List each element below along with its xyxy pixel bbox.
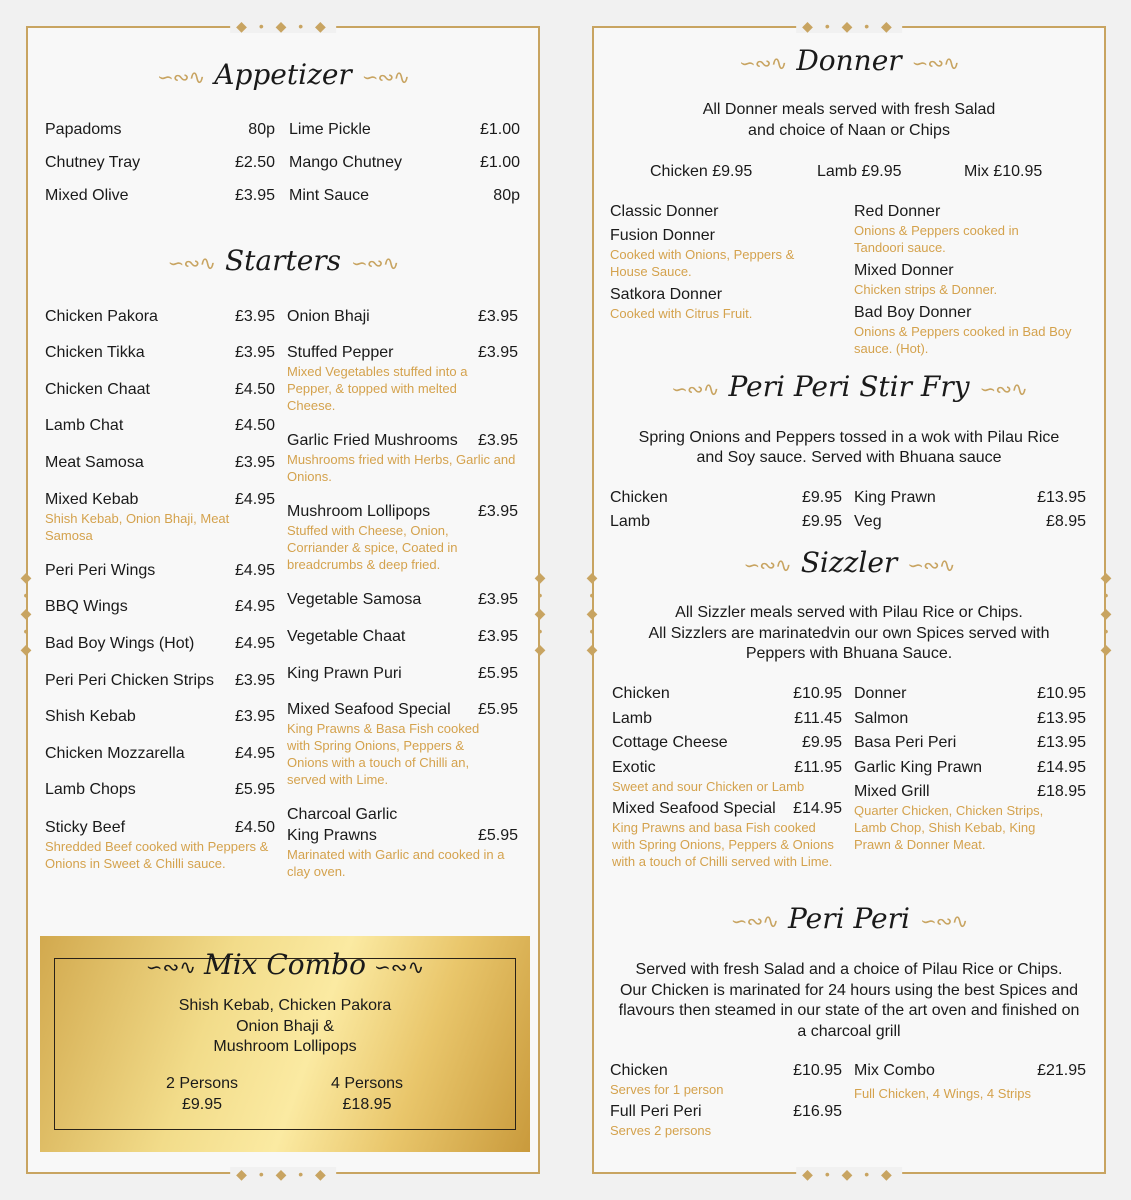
side-ornament-right: ◆ • ◆ • ◆ xyxy=(534,569,546,657)
mix-combo-banner xyxy=(40,936,530,1152)
side-ornament-left: ◆ • ◆ • ◆ xyxy=(20,569,32,657)
flourish-icon: ∽∾∿ xyxy=(743,552,791,577)
combo-line: Onion Bhaji & xyxy=(236,1018,334,1035)
side-ornament-left: ◆ • ◆ • ◆ xyxy=(586,569,598,657)
combo-option-label: 2 Persons xyxy=(165,1075,239,1092)
side-ornament-right: ◆ • ◆ • ◆ xyxy=(1100,569,1112,657)
stir-fry-intro: Spring Onions and Peppers tossed in a wok with Pilau Rice xyxy=(638,429,1060,446)
donner-intro: All Donner meals served with fresh Salad xyxy=(702,101,996,118)
flourish-icon: ∽∾∿ xyxy=(907,552,955,577)
flourish-icon: ∽∾∿ xyxy=(167,250,215,275)
combo-line: Mushroom Lollipops xyxy=(213,1038,357,1055)
sizzler-intro: Peppers with Bhuana Sauce. xyxy=(745,645,953,662)
right-menu-panel: ◆ • ◆ • ◆ ◆ • ◆ • ◆ ◆ • ◆ • ◆ ◆ • ◆ • ◆ ∽∾∿ Donner ∽∾∿ All Donner meals served with fresh Salad and choice of Naan or Chips Chicken £9.95 Lamb £9.95 Mix £10.95 Classic Donner Fusion Donner Cooked with Onions, Peppers & House Sauce. Satkora Donner Cooked with Citrus Fruit. Red Donner Onions & Peppers cooked in Tandoori sauce. Mixed Donner Chicken strips & Donner. Bad Boy Donner Onions & Peppers cooked in Bad Boy sauce. (Hot). ∽∾∿ Peri Peri Stir Fry ∽∾∿ Spring Onions and Peppers tossed in a wok with Pilau Rice and Soy sauce. Served with Bhuana sauce Chicken £9.95 Lamb £9.95 King Prawn £13.95 Veg £8.95 ∽∾∿ Sizzler ∽∾∿ All Sizzler meals served with Pilau Rice or Chips. All Sizzlers are marinatedvin our own Spices served with Peppers with Bhuana Sauce. Chicken £10.95 Lamb £11.45 Cottage Cheese £9.95 Exotic £11.95 Sweet and sour Chicken or Lamb Mixed Seafood Special £14.95 King Prawns and basa Fish cooked with Spring Onions, Peppers & Onions with a touch of Chilli served with Lime. Donner £10.95 Salmon £13.95 Basa Peri Peri £13.95 Garlic King Prawn £14.95 Mixed Grill £18.95 Quarter Chicken, Chicken Strips, Lamb Chop, Shish Kebab, King Prawn & Donner Meat. ∽∾∿ Peri Peri ∽∾∿ Served with fresh Salad and a choice of Pilau Rice or Chips. Our Chicken is marinated for 24 hours using the best Spices and flavours then steamed in our state of the art oven and finished on a charcoal grill Chicken £10.95 Serves for 1 person Full Peri Peri £16.95 Serves 2 persons Mix Combo £21.95 Full Chicken, 4 Wings, 4 Strips xyxy=(586,18,1112,1182)
flourish-icon: ∽∾∿ xyxy=(145,954,197,979)
stir-fry-heading: ∽∾∿ Peri Peri Stir Fry ∽∾∿ xyxy=(671,370,1027,403)
combo-option-price: £18.95 xyxy=(342,1096,392,1113)
top-ornament: ◆ • ◆ • ◆ xyxy=(230,19,336,33)
starters-heading: ∽∾∿ Starters ∽∾∿ xyxy=(167,244,399,277)
combo-option-price: £9.95 xyxy=(181,1096,223,1113)
sizzler-intro: All Sizzlers are marinatedvin our own Spices served with xyxy=(648,625,1050,642)
item-description: King Prawns & Basa Fish cooked with Spring Onions, Peppers & Onions with a touch of Chilli an, served with Lime. xyxy=(287,721,480,787)
item-description: Serves 2 persons xyxy=(610,1123,712,1138)
combo-line: Shish Kebab, Chicken Pakora xyxy=(178,997,392,1014)
flourish-icon: ∽∾∿ xyxy=(739,50,787,75)
flourish-icon: ∽∾∿ xyxy=(361,64,410,89)
item-description: Sweet and sour Chicken or Lamb xyxy=(612,779,805,794)
flourish-icon: ∽∾∿ xyxy=(730,908,779,933)
flourish-icon: ∽∾∿ xyxy=(671,376,719,401)
flourish-icon: ∽∾∿ xyxy=(911,50,959,75)
bottom-ornament: ◆ • ◆ • ◆ xyxy=(796,1167,902,1181)
peri-peri-intro: Served with fresh Salad and a choice of Pilau Rice or Chips. xyxy=(635,961,1063,978)
combo-option-label: 4 Persons xyxy=(330,1075,404,1092)
item-description: Cooked with Citrus Fruit. xyxy=(610,306,753,321)
peri-peri-intro: Our Chicken is marinated for 24 hours using the best Spices and xyxy=(619,982,1079,999)
item-description: Chicken strips & Donner. xyxy=(854,282,998,297)
mix-combo-heading: ∽∾∿ Mix Combo ∽∾∿ xyxy=(145,948,425,981)
bottom-ornament: ◆ • ◆ • ◆ xyxy=(230,1167,336,1181)
item-description: Onions & Peppers cooked in Bad Boy sauce. (Hot). xyxy=(854,324,1072,356)
item-description: Quarter Chicken, Chicken Strips, Lamb Chop, Shish Kebab, King Prawn & Donner Meat. xyxy=(854,803,1044,852)
item-description: Onions & Peppers cooked in Tandoori sauce. xyxy=(854,223,1019,255)
item-description: Full Chicken, 4 Wings, 4 Strips xyxy=(854,1086,1032,1101)
peri-peri-heading: ∽∾∿ Peri Peri ∽∾∿ xyxy=(730,902,968,935)
donner-heading: ∽∾∿ Donner ∽∾∿ xyxy=(739,44,959,77)
item-description: Serves for 1 person xyxy=(610,1082,724,1097)
item-description: Cooked with Onions, Peppers & House Sauce. xyxy=(610,247,795,279)
peri-peri-intro: flavours then steamed in our state of the art oven and finished on xyxy=(618,1002,1080,1019)
peri-peri-intro: a charcoal grill xyxy=(797,1023,901,1040)
sizzler-intro: All Sizzler meals served with Pilau Rice or Chips. xyxy=(675,604,1023,621)
item-description: Mushrooms fried with Herbs, Garlic and Onions. xyxy=(287,452,516,484)
flourish-icon: ∽∾∿ xyxy=(919,908,968,933)
item-description: Shredded Beef cooked with Peppers & Onions in Sweet & Chilli sauce. xyxy=(45,839,269,871)
item-description: Stuffed with Cheese, Onion, Corriander & spice, Coated in breadcrumbs & deep fried. xyxy=(287,523,458,572)
stir-fry-intro: and Soy sauce. Served with Bhuana sauce xyxy=(696,449,1002,466)
sizzler-heading: ∽∾∿ Sizzler ∽∾∿ xyxy=(743,546,955,579)
item-description: King Prawns and basa Fish cooked with Spring Onions, Peppers & Onions with a touch of Chilli served with Lime. xyxy=(612,820,834,869)
flourish-icon: ∽∾∿ xyxy=(351,250,399,275)
item-description: Shish Kebab, Onion Bhaji, Meat Samosa xyxy=(45,511,230,543)
donner-intro: and choice of Naan or Chips xyxy=(748,122,950,139)
flourish-icon: ∽∾∿ xyxy=(373,954,425,979)
flourish-icon: ∽∾∿ xyxy=(979,376,1027,401)
top-ornament: ◆ • ◆ • ◆ xyxy=(796,19,902,33)
left-menu-panel: ◆ • ◆ • ◆ ◆ • ◆ • ◆ ◆ • ◆ • ◆ ◆ • ◆ • ◆ ∽∾∿ Appetizer ∽∾∿ Papadoms 80p Chutney Tray £2.50 Mixed Olive £3.95 Lime Pickle £1.00 Mango Chutney £1.00 Mint Sauce 80p ∽∾∿ Starters ∽∾∿ Chicken Pakora £3.95 Chicken Tikka £3.95 Chicken Chaat £4.50 Lamb Chat £4.50 Meat Samosa £3.95 Mixed Kebab £4.95 Shish Kebab, Onion Bhaji, Meat Samosa Peri Peri Wings £4.95 BBQ Wings £4.95 Bad Boy Wings (Hot) £4.95 Peri Peri Chicken Strips £3.95 Shish Kebab £3.95 Chicken Mozzarella £4.95 Lamb Chops £5.95 Sticky Beef £4.50 Shredded Beef cooked with Peppers & Onions in Sweet & Chilli sauce. Onion Bhaji £3.95 Stuffed Pepper £3.95 Mixed Vegetables stuffed into a Pepper, & topped with melted Cheese. Garlic Fried Mushrooms £3.95 Mushrooms fried with Herbs, Garlic and Onions. Mushroom Lollipops £3.95 Stuffed with Cheese, Onion, Corriander & spice, Coated in breadcrumbs & deep fried. Vegetable Samosa £3.95 Vegetable Chaat £3.95 King Prawn Puri £5.95 Mixed Seafood Special £5.95 King Prawns & Basa Fish cooked with Spring Onions, Peppers & Onions with a touch of Chilli an, served with Lime. Charcoal Garlic King Prawns £5.95 Marinated with Garlic and cooked in a clay oven. ∽∾∿ Mix Combo ∽∾∿ Shish Kebab, Chicken Pakora Onion Bhaji & Mushroom Lollipops 2 Persons £9.95 4 Persons £18.95 xyxy=(20,18,546,1182)
item-description: Mixed Vegetables stuffed into a Pepper, & topped with melted Cheese. xyxy=(287,364,468,413)
flourish-icon: ∽∾∿ xyxy=(156,64,205,89)
appetizer-heading: ∽∾∿ Appetizer ∽∾∿ xyxy=(156,58,410,91)
item-description: Marinated with Garlic and cooked in a clay oven. xyxy=(287,847,505,879)
